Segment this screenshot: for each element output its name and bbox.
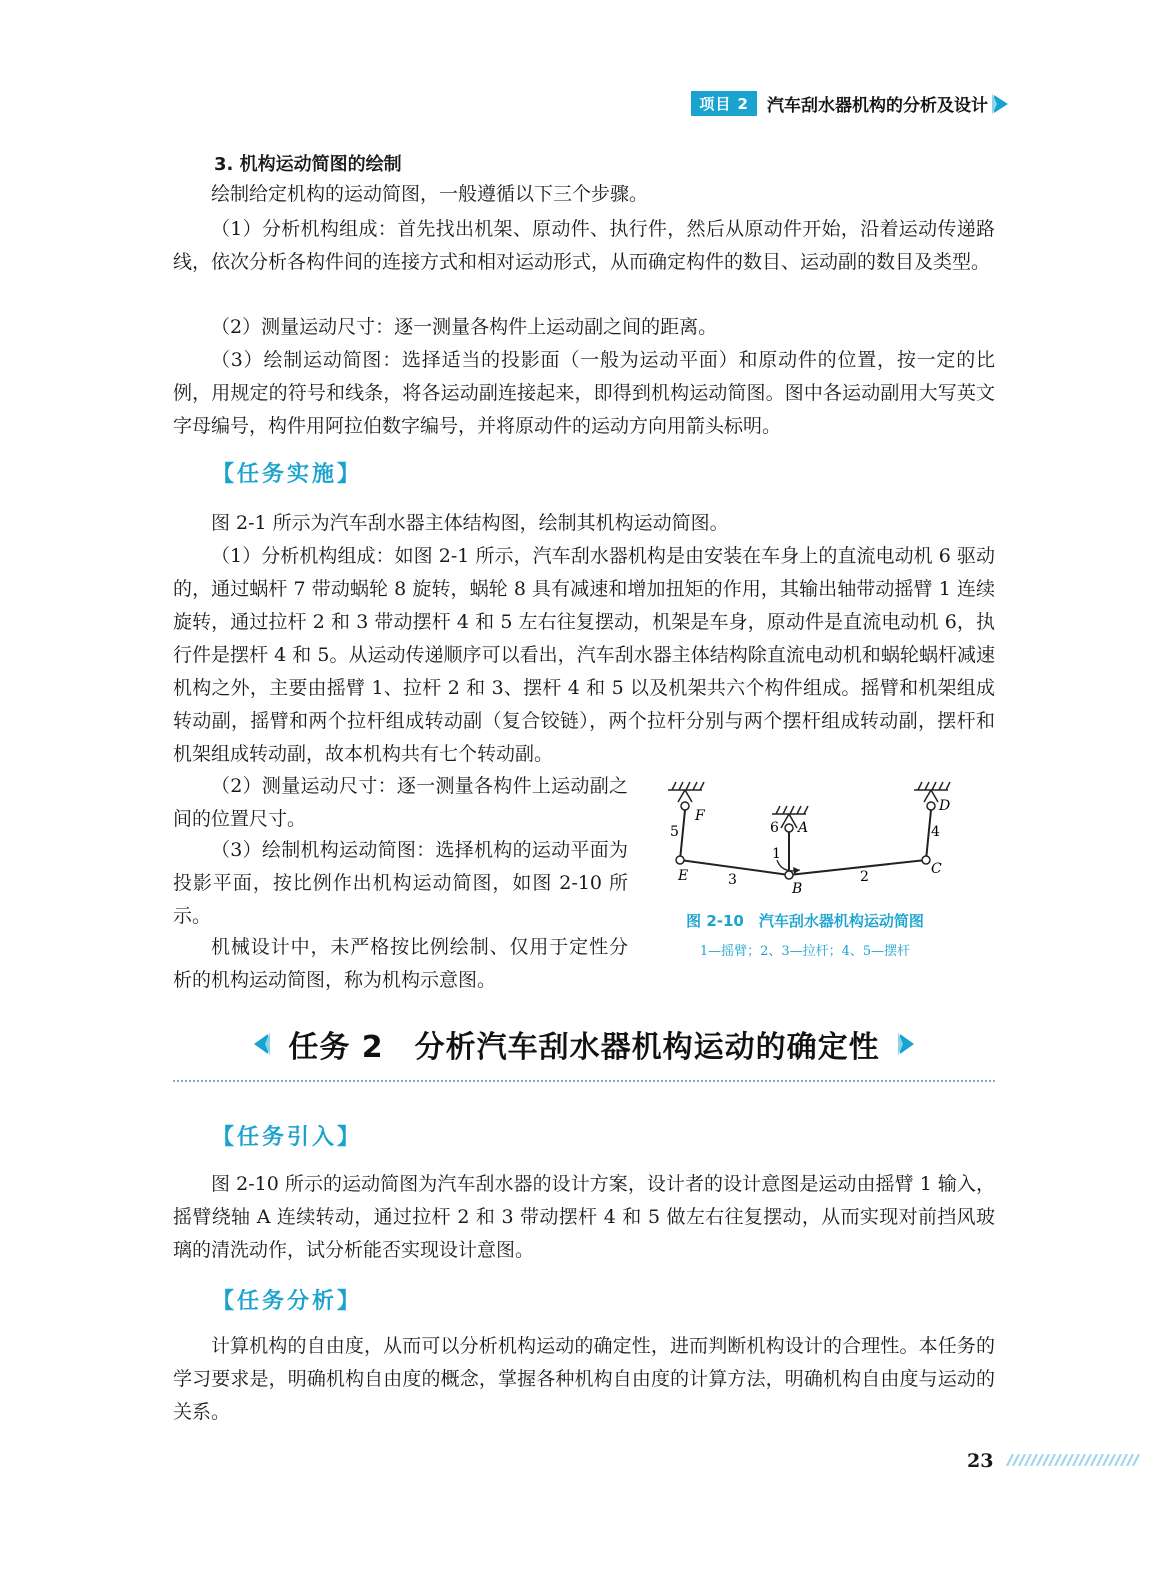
section-heading: 3. 机构运动简图的绘制 [214, 154, 402, 175]
step-2-paragraph: （2）测量运动尺寸：逐一测量各构件上运动副之间的距离。 [211, 316, 718, 338]
task-intro-heading: 【任务引入】 [212, 1125, 363, 1150]
task-intro-paragraph: 图 2-10 所示的运动简图为汽车刮水器的设计方案，设计者的设计意图是运动由摇臂 1 输入，摇臂绕轴 A 连续转动，通过拉杆 2 和 3 带动摆杆 4 和 5 做左右往复摆动，从而实现对前挡风玻璃的清洗动作，试分析能否实现设计意图。 [173, 1173, 995, 1261]
project-tag: 项目 2 [691, 91, 757, 116]
joints [676, 856, 930, 879]
right-arrow-icon [898, 1032, 920, 1056]
label-1: 1 [772, 846, 781, 862]
page-header [691, 92, 988, 114]
label-a: A [798, 820, 809, 836]
implementation-step-3: （3）绘制机构运动简图：选择机构的运动平面为投影平面，按比例作出机构运动简图，如图 2-10 所示。 [173, 839, 628, 927]
label-e: E [678, 868, 689, 884]
implementation-intro: 图 2-1 所示为汽车刮水器主体结构图，绘制其机构运动简图。 [211, 512, 729, 534]
page-stripes-decoration [1005, 1454, 1145, 1466]
task-implementation-heading: 【任务实施】 [212, 462, 363, 487]
label-3: 3 [728, 872, 737, 888]
task-2-title-bar [0, 1022, 1168, 1066]
figure-legend: 1—摇臂；2、3—拉杆；4、5—摆杆 [699, 944, 911, 959]
step-3-paragraph: （3）绘制运动简图：选择适当的投影面（一般为运动平面）和原动件的位置，按一定的比例，用规定的符号和线条，将各运动副连接起来，即得到机构运动简图。图中各运动副用大写英文字母编号，构件用阿拉伯数字编号，并将原动件的运动方向用箭头标明。 [173, 349, 995, 437]
label-2: 2 [860, 869, 869, 885]
label-4: 4 [931, 824, 940, 840]
label-f: F [695, 808, 705, 824]
implementation-step-1: （1）分析机构组成：如图 2-1 所示，汽车刮水器机构是由安装在车身上的直流电动机 6 驱动的，通过蜗杆 7 带动蜗轮 8 旋转，蜗轮 8 具有减速和增加扭矩的作用，其输出轴带动摇臂 1 连续旋转，通过拉杆 2 和 3 带动摆杆 4 和 5 左右往复摆动，机架是车身，原动件是直流电动机 6，执行件是摆杆 4 和 5。从运动传递顺序可以看出，汽车刮水器主体结构除直流电动机和蜗轮蜗杆减速机构之外，主要由摇臂 1、拉杆 2 和 3、摆杆 4 和 5 以及机架共六个构件组成。摇臂和机架组成转动副，摇臂和两个拉杆组成转动副（复合铰链），两个拉杆分别与两个摆杆组成转动副，摆杆和机架组成转动副，故本机构共有七个转动副。 [173, 545, 995, 765]
step-1-paragraph: （1）分析机构组成：首先找出机架、原动件、执行件，然后从原动件开始，沿着运动传递路线，依次分析各构件间的连接方式和相对运动形式，从而确定构件的数目、运动副的数目及类型。 [173, 218, 995, 273]
section-intro: 绘制给定机构的运动简图，一般遵循以下三个步骤。 [211, 183, 649, 205]
implementation-step-2: （2）测量运动尺寸：逐一测量各构件上运动副之间的位置尺寸。 [173, 775, 628, 830]
label-c: C [931, 861, 942, 877]
page-number: 23 [967, 1450, 994, 1472]
task-2-title: 任务 2 分析汽车刮水器机构运动的确定性 [288, 1030, 880, 1065]
task-analysis-paragraph: 计算机构的自由度，从而可以分析机构运动的确定性，进而判断机构设计的合理性。本任务的学习要求是，明确机构自由度的概念，掌握各种机构自由度的计算方法，明确机构自由度与运动的关系。 [173, 1335, 995, 1423]
label-5: 5 [670, 824, 679, 840]
dotted-divider [173, 1080, 995, 1082]
label-6: 6 [770, 820, 779, 836]
running-title: 汽车刮水器机构的分析及设计 [767, 95, 988, 116]
implementation-note: 机械设计中，未严格按比例绘制、仅用于定性分析的机构运动简图，称为机构示意图。 [173, 936, 628, 991]
figure-caption: 图 2-10 汽车刮水器机构运动简图 [686, 912, 924, 930]
left-arrow-icon [248, 1032, 270, 1056]
task-analysis-heading: 【任务分析】 [212, 1289, 363, 1314]
mechanism-diagram [660, 778, 960, 908]
header-arrow-icon [992, 93, 1012, 115]
label-d: D [939, 798, 951, 814]
ground-support-f [668, 782, 704, 810]
label-b: B [792, 881, 803, 897]
